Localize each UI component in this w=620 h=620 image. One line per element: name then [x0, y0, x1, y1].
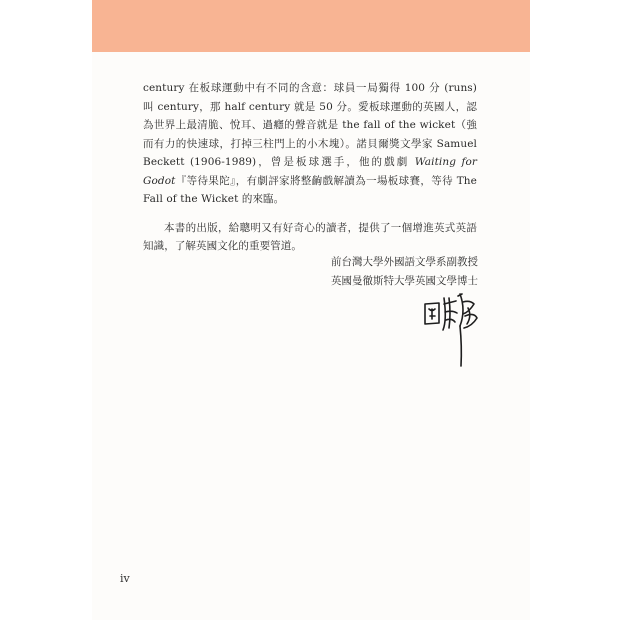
- page-number: iv: [120, 572, 130, 585]
- author-credentials: [331, 253, 478, 291]
- paragraph-1: [143, 79, 477, 209]
- paragraph-1-part-2: 『等待果陀』，有劇評家將整齣戲解讀為一場板球賽，等待 The Fall of the Wicket 的來臨。: [143, 174, 477, 205]
- play-title: Waiting for Godot: [143, 156, 477, 187]
- book-page: [92, 0, 530, 620]
- handwritten-signature: [422, 290, 482, 368]
- credential-line-2: 英國曼徹斯特大學英國文學博士: [331, 275, 478, 287]
- body-text: [143, 79, 477, 256]
- credential-line-1: 前台灣大學外國語文學系副教授: [331, 256, 478, 268]
- header-color-band: [92, 0, 530, 52]
- paragraph-1-part-1: century 在板球運動中有不同的含意：球員一局獨得 100 分 (runs) 叫 century，那 half century 就是 50 分。愛板球運動的英國人，認為世界上最清脆、悅耳、過癮的聲音就是 the fall of the wicket（強而有力的快速球，打掉三柱門上的小木塊）。諾貝爾獎文學家 Samuel Beckett (1906-1989)，曾是板球選手，他的戲劇: [143, 82, 477, 168]
- paragraph-2: 本書的出版，給聰明又有好奇心的讀者，提供了一個增進英式英語知識，了解英國文化的重要管道。: [143, 221, 477, 252]
